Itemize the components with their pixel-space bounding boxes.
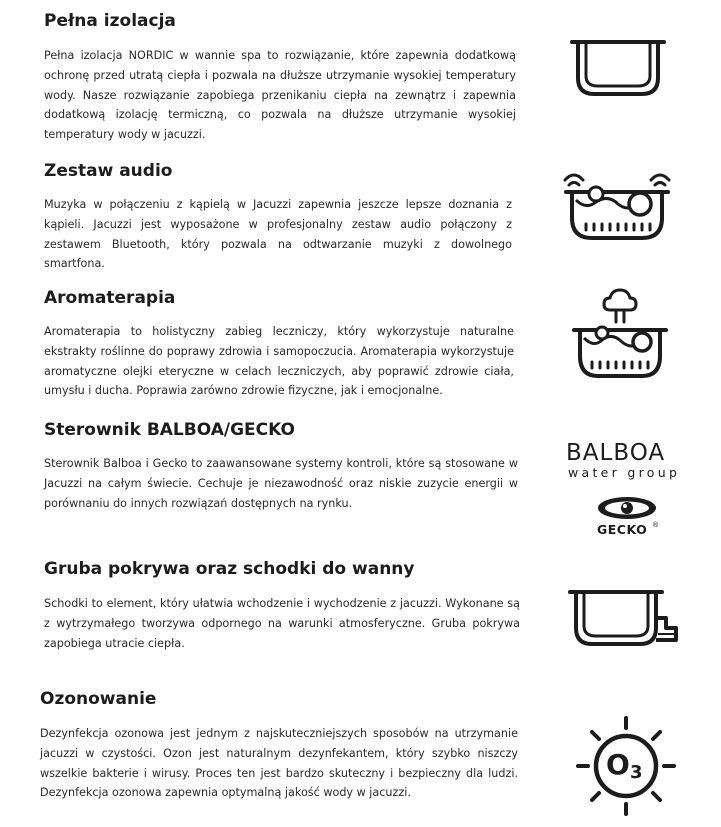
tub-steps-icon [566, 588, 684, 650]
section-text: Aromaterapia to holistyczny zabieg leczniczy, który wykorzystuje naturalne ekstrakty roślinne do poprawy zdrowia i samopoczucia. Aromaterapia wykorzystuje aromatyczne olejki eteryczne w celach leczniczych, aby poprawić zdrowie ciała, umysłu i ducha. Poprawia zarówno zdrowie fizyczne, jak i emocjonalne. [44, 325, 514, 398]
tub-insulation-icon [568, 38, 668, 98]
ozone-symbol: O [606, 748, 630, 781]
section-text: Sterownik Balboa i Gecko to zaawansowane systemy kontroli, które są stosowane w Jacuzzi na całym świecie. Cechuje je niezawodność oraz niskie zuzycie energii w porównaniu do innych rozwiązań dostępnych na rynku. [44, 457, 518, 510]
balboa-logo-name: BALBOA [566, 440, 666, 466]
section-title: Zestaw audio [44, 161, 173, 181]
section-text: Schodki to element, który ułatwia wchodzenie i wychodzenie z jacuzzi. Wykonane są z wytrzymałego tworzywa odpornego na warunki atmosferyczne. Gruba pokrywa zapobiega utracie ciepła. [44, 597, 520, 650]
tub-audio-icon [562, 160, 672, 245]
section-text: Pełna izolacja NORDIC w wannie spa to rozwiązanie, które zapewnia dodatkową ochronę przed utratą ciepła i pozwala na dłuższe utrzymanie wysokiej temperatury wody. Nasze rozwiązanie zapobiega przenikaniu ciepła na zewnątrz i zapewnia dodatkową izolację termiczną, co pozwala na dłuższe utrzymanie wysokiej temperatury wody w jacuzzi. [44, 49, 516, 142]
ozone-subscript: 3 [630, 762, 643, 783]
gecko-eye-icon [596, 496, 658, 520]
section-title: Gruba pokrywa oraz schodki do wanny [44, 559, 415, 579]
tub-aroma-icon [570, 286, 670, 384]
section-text: Muzyka w połączeniu z kąpielą w Jacuzzi zapewnia jeszcze lepsze doznania z kąpieli. Jacuzzi jest wyposażone w profesjonalny zestaw audio połączony z zestawem Bluetooth, który pozwala na odtwarzanie muzyki z dowolnego smartfona. [44, 198, 512, 271]
gecko-logo-name: GECKO [597, 522, 648, 537]
section-title: Aromaterapia [44, 288, 176, 308]
section-title: Ozonowanie [40, 689, 157, 709]
ozone-icon [576, 716, 676, 816]
section-text: Dezynfekcja ozonowa jest jednym z najskuteczniejszych sposobów na utrzymanie jacuzzi w czystości. Ozon jest naturalnym dezynfekantem, który szybko niszczy wszelkie bakterie i wirusy. Proces ten jest bardzo skuteczny i bezpieczny dla ludzi. Dezynfekcja ozonowa zapewnia optymalną jakość wody w jacuzzi. [40, 727, 518, 800]
balboa-logo-tagline: water group [568, 465, 681, 480]
section-title: Sterownik BALBOA/GECKO [44, 420, 295, 440]
gecko-logo-mark: ® [652, 521, 659, 529]
section-title: Pełna izolacja [44, 11, 176, 31]
